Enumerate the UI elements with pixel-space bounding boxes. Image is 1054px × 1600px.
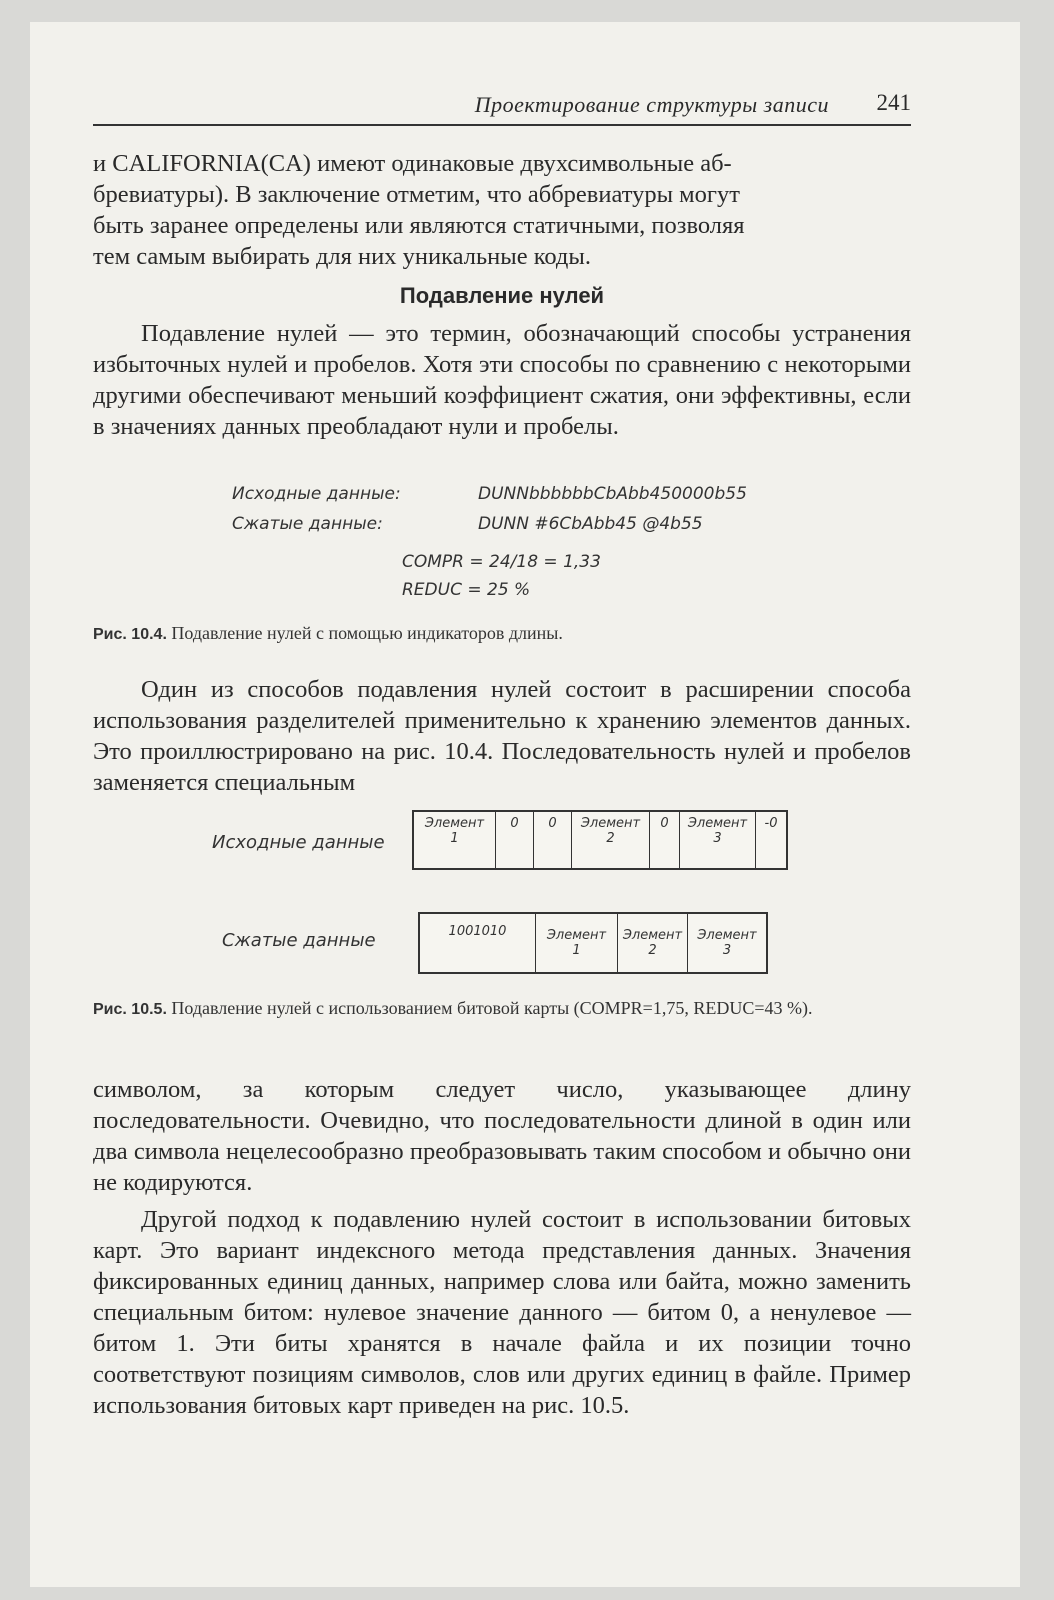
strip-cell: Элемент 3 [697, 928, 757, 958]
fig4-compressed-value: DUNN #6CbAbb45 @4b55 [478, 514, 703, 534]
strip-cell: 0 [534, 812, 572, 868]
paragraph-top [93, 148, 911, 272]
section-title: Подавление нулей [399, 283, 605, 308]
strip-cell: Элемент 1 [414, 812, 496, 868]
fig4-compr: COMPR = 24/18 = 1,33 [402, 552, 601, 572]
fig5-source-strip [412, 810, 788, 870]
paragraph-end-2: Другой подход к подавлению нулей состоит в использовании битовых карт. Это вариант индексного метода представления данных. Значения фиксированных единиц данных, например слова или байта, можно заменить специальным битом: нулевое значение данного — битом 0, а ненулевое — битом 1. Эти биты хранятся в начале файла и их позиции точно соответствуют позициям символов, слов или других единиц в файле. Пример использования битовых карт приведен на рис. 10.5. [93, 1206, 911, 1419]
strip-cell: 0 [496, 812, 534, 868]
paragraph-end-1: символом, за которым следует число, указывающее длину последовательности. Очевидно, что последовательности длиной в один или два символа нецелесообразно преобразовывать таким способом и обычно они не кодируются. [93, 1076, 911, 1196]
strip-cell: 0 [650, 812, 680, 868]
figure-10-4-caption: Рис. 10.4. Подавление нулей с помощью индикаторов длины. [93, 623, 563, 643]
text-line: и CALIFORNIA(CA) имеют одинаковые двухсимвольные аб- [93, 150, 732, 177]
fig4-source-value: DUNNbbbbbbCbAbb450000b55 [478, 484, 747, 504]
figure-10-5-caption: Рис. 10.5. Подавление нулей с использованием битовой карты (COMPR=1,75, REDUC=43 %). [93, 998, 813, 1018]
text-line: тем самым выбирать для них уникальные коды. [93, 243, 591, 270]
strip-cell: Элемент 1 [536, 914, 618, 972]
fig5-compressed-label: Сжатые данные [222, 930, 376, 951]
fig5-compressed-strip [418, 912, 768, 974]
fig5-source-label: Исходные данные [212, 832, 385, 853]
fig4-source-label: Исходные данные: [232, 484, 401, 504]
paragraph-mid: Один из способов подавления нулей состоит в расширении способа использования разделителей применительно к хранению элементов данных. Это проиллюстрировано на рис. 10.4. Последовательность нулей и пробелов заменяется специальным [93, 676, 911, 796]
strip-cell: Элемент 2 [618, 914, 688, 972]
text-line: бревиатуры). В заключение отметим, что аббревиатуры могут [93, 181, 740, 208]
paragraph-intro: Подавление нулей — это термин, обозначающий способы устранения избыточных нулей и пробелов. Хотя эти способы по сравнению с некоторыми другими обеспечивают меньший коэффициент сжатия, они эффективны, если в значениях данных преобладают нули и пробелы. [93, 320, 911, 440]
fig4-reduc: REDUC = 25 % [402, 580, 531, 600]
strip-cell: Элемент 3 [680, 812, 756, 868]
strip-cell: -0 [764, 816, 778, 831]
running-header [93, 88, 911, 126]
text-line: быть заранее определены или являются статичными, позволяя [93, 212, 745, 239]
strip-cell: 1001010 [420, 914, 536, 972]
page-number: 241 [876, 90, 911, 115]
strip-cell: Элемент 2 [572, 812, 650, 868]
running-title: Проектирование структуры записи [474, 92, 829, 117]
fig4-compressed-label: Сжатые данные: [232, 514, 383, 534]
